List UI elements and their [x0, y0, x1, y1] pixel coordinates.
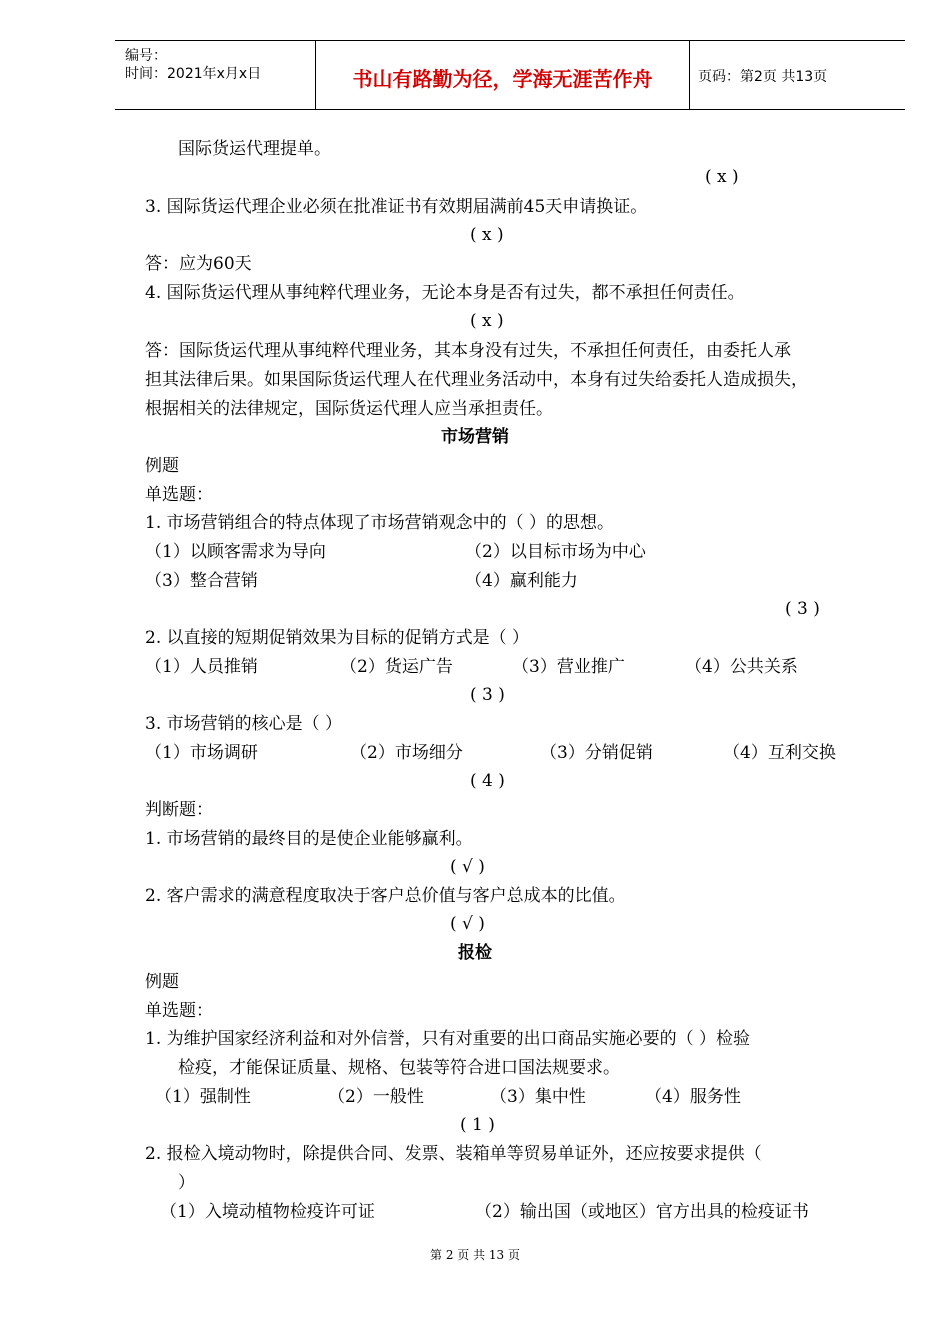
option: （1）强制性: [155, 1087, 251, 1107]
page-number: 页码：第2页 共13页: [698, 69, 828, 85]
option: （4）赢利能力: [465, 571, 578, 591]
option: （2）输出国（或地区）官方出具的检疫证书: [475, 1202, 809, 1222]
header-meta: [115, 41, 316, 109]
answer-note: 答：应为60天: [145, 254, 252, 274]
header-motto-cell: [316, 41, 690, 109]
option: （2）市场细分: [350, 743, 463, 763]
page-footer: 第 2 页 共 13 页: [430, 1248, 520, 1262]
time-label: 时间：2021年x月x日: [125, 66, 262, 82]
option: （2）货运广告: [340, 657, 453, 677]
code-label: 编号：: [125, 48, 167, 64]
question-continuation: ）: [178, 1173, 195, 1193]
answer-x: ( x ): [470, 311, 504, 331]
question-continuation: 检疫，才能保证质量、规格、包装等符合进口国法规要求。: [178, 1058, 620, 1078]
answer-paragraph: 担其法律后果。如果国际货运代理人在代理业务活动中，本身有过失给委托人造成损失，: [145, 370, 808, 390]
answer: ( 3 ): [470, 685, 505, 705]
subheading: 单选题：: [145, 1001, 213, 1021]
subheading: 例题: [145, 972, 179, 992]
option: （1）市场调研: [145, 743, 258, 763]
section-heading: 市场营销: [441, 427, 509, 447]
option: （4）互利交换: [723, 743, 836, 763]
option: （1）入境动植物检疫许可证: [160, 1202, 375, 1222]
section-heading: 报检: [458, 943, 492, 963]
option: （3）营业推广: [512, 657, 625, 677]
page-header: [115, 40, 905, 110]
subheading: 判断题：: [145, 800, 213, 820]
option: （3）整合营销: [145, 571, 258, 591]
answer: ( 4 ): [470, 771, 505, 791]
question-1: 1. 市场营销组合的特点体现了市场营销观念中的（ ）的思想。: [145, 513, 615, 533]
question-2: 2. 客户需求的满意程度取决于客户总价值与客户总成本的比值。: [145, 886, 626, 906]
option: （3）分销促销: [540, 743, 653, 763]
answer: ( 3 ): [785, 599, 820, 619]
motto: 书山有路勤为径，学海无涯苦作舟: [352, 67, 653, 91]
subheading: 例题: [145, 456, 179, 476]
text-line: 国际货运代理提单。: [178, 139, 331, 159]
question-1: 1. 为维护国家经济利益和对外信誉，只有对重要的出口商品实施必要的（ ）检验: [145, 1029, 751, 1049]
option: （3）集中性: [490, 1087, 586, 1107]
answer: ( 1 ): [460, 1115, 495, 1135]
question-2: 2. 以直接的短期促销效果为目标的促销方式是（ ）: [145, 628, 530, 648]
option: （1）人员推销: [145, 657, 258, 677]
option: （1）以顾客需求为导向: [145, 542, 326, 562]
answer-paragraph: 根据相关的法律规定，国际货运代理人应当承担责任。: [145, 399, 553, 419]
answer-check: ( √ ): [450, 857, 485, 877]
question-4: 4. 国际货运代理从事纯粹代理业务，无论本身是否有过失，都不承担任何责任。: [145, 283, 745, 303]
question-2: 2. 报检入境动物时，除提供合同、发票、装箱单等贸易单证外，还应按要求提供（: [145, 1144, 762, 1164]
question-3: 3. 市场营销的核心是（ ）: [145, 714, 343, 734]
question-3: 3. 国际货运代理企业必须在批准证书有效期届满前45天申请换证。: [145, 197, 648, 217]
answer-x: ( x ): [705, 167, 739, 187]
subheading: 单选题：: [145, 485, 213, 505]
question-1: 1. 市场营销的最终目的是使企业能够赢利。: [145, 829, 473, 849]
answer-paragraph: 答：国际货运代理从事纯粹代理业务，其本身没有过失，不承担任何责任，由委托人承: [145, 341, 791, 361]
option: （4）公共关系: [685, 657, 798, 677]
option: （2）以目标市场为中心: [465, 542, 646, 562]
answer-x: ( x ): [470, 225, 504, 245]
option: （4）服务性: [645, 1087, 741, 1107]
header-page-cell: [690, 41, 905, 109]
option: （2）一般性: [328, 1087, 424, 1107]
answer-check: ( √ ): [450, 914, 485, 934]
